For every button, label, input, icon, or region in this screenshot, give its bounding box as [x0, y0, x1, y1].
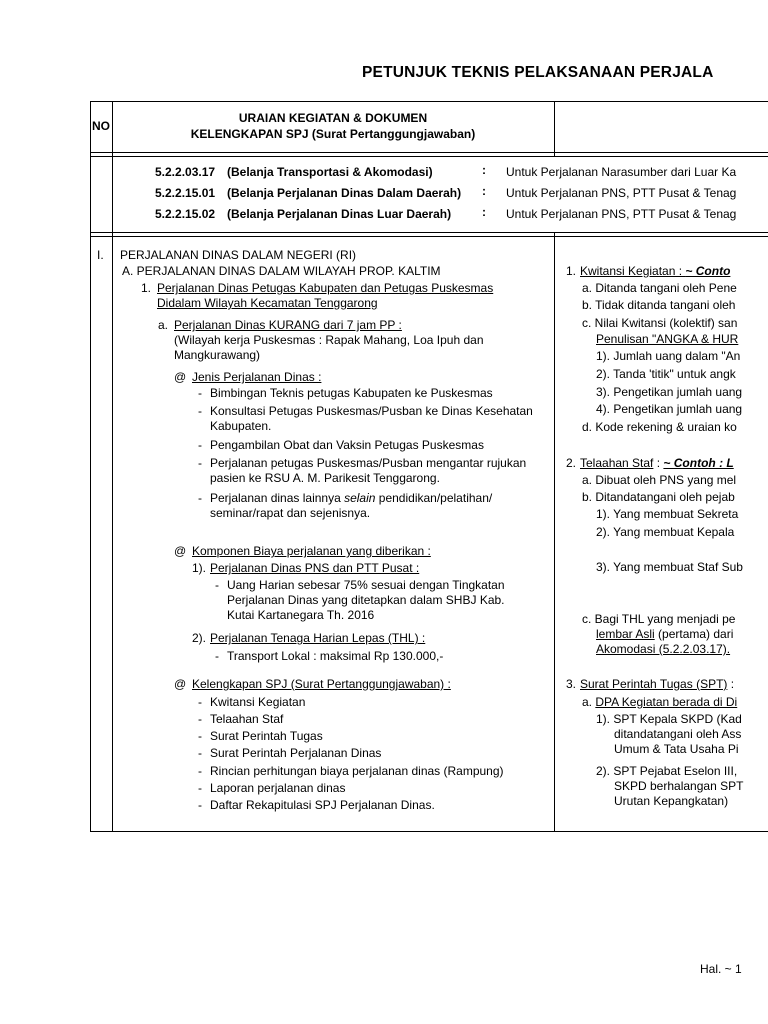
k2-number: 2).	[192, 631, 207, 645]
header-divider-double	[90, 156, 768, 157]
code-2: 5.2.2.15.01	[155, 186, 216, 200]
r3-heading	[580, 677, 734, 692]
codes-divider-double	[90, 236, 768, 237]
body-column-divider	[554, 232, 555, 831]
section-title: PERJALANAN DINAS DALAM NEGERI (RI)	[120, 248, 357, 262]
codes-divider	[90, 232, 768, 233]
jenis-item	[210, 491, 492, 506]
jenis-text: Perjalanan dinas lainnya	[210, 491, 345, 505]
header-uraian-2: KELENGKAPAN SPJ (Surat Pertanggungjawaban)	[190, 127, 476, 141]
k1-number: 1).	[192, 561, 207, 575]
jenis-text: pendidikan/pelatihan/	[375, 491, 493, 505]
r3-a-item: 1). SPT Kepala SKPD (Kad	[596, 712, 742, 726]
code-1-colon: :	[482, 163, 486, 177]
r3-a-text: DPA Kegiatan berada di Di	[595, 695, 738, 709]
jenis-item: - Konsultasi Petugas Puskesmas/Pusban ke Dinas Kesehatan	[210, 404, 533, 419]
r2-b-item: 3). Yang membuat Staf Sub	[596, 560, 743, 574]
r1-c: c. Nilai Kwitansi (kolektif) san	[582, 316, 738, 330]
item-1-title: Perjalanan Dinas Petugas Kabupaten dan Petugas Puskesmas	[157, 281, 494, 295]
spj-item: - Rincian perhitungan biaya perjalanan dinas (Rampung)	[210, 764, 504, 779]
row-number: I.	[97, 248, 104, 262]
item-a-note: (Wilayah kerja Puskesmas : Rapak Mahang, Loa Ipuh dan	[174, 333, 484, 347]
r3-a-item-cont: SKPD berhalangan SPT	[614, 779, 744, 793]
r1-c-cont: Penulisan "ANGKA & HUR	[596, 332, 739, 346]
r1-a: a. Ditanda tangani oleh Pene	[582, 281, 737, 295]
r1-c-item: 3). Pengetikan jumlah uang	[596, 385, 743, 399]
k1-item-cont: Kutai Kartanegara Th. 2016	[227, 608, 375, 622]
jenis-item-cont: Kabupaten.	[210, 419, 272, 433]
k2-title: Perjalanan Tenaga Harian Lepas (THL) :	[210, 631, 426, 645]
r1-d: d. Kode rekening & uraian ko	[582, 420, 737, 434]
r2-title: Telaahan Staf	[580, 456, 654, 470]
code-3-colon: :	[482, 205, 486, 219]
k1-item-cont: Perjalanan Dinas yang ditetapkan dalam SHBJ Kab.	[227, 593, 505, 607]
item-a-note-2: Mangkurawang)	[174, 348, 261, 362]
r1-contoh: ~ Conto	[685, 264, 731, 278]
r3-a-label: a.	[582, 695, 596, 709]
r1-c-item: 1). Jumlah uang dalam "An	[596, 349, 741, 363]
jenis-title: Jenis Perjalanan Dinas :	[192, 370, 322, 384]
r3-sep: :	[727, 677, 735, 691]
r1-c-item: 2). Tanda 'titik" untuk angk	[596, 367, 736, 381]
table-bottom-border	[90, 831, 768, 832]
r3-a-item-cont: ditandatangani oleh Ass	[614, 727, 742, 741]
r3-number: 3.	[566, 677, 577, 691]
jenis-item: - Pengambilan Obat dan Vaksin Petugas Puskesmas	[210, 438, 484, 453]
r2-number: 2.	[566, 456, 577, 470]
k1-item: - Uang Harian sebesar 75% sesuai dengan Tingkatan	[227, 578, 505, 593]
jenis-item: - Bimbingan Teknis petugas Kabupaten ke Puskesmas	[210, 386, 493, 401]
code-2-name: (Belanja Perjalanan Dinas Dalam Daerah)	[227, 186, 462, 200]
spj-title: Kelengkapan SPJ (Surat Pertanggungjawaban) :	[192, 677, 451, 691]
r2-c: c. Bagi THL yang menjadi pe	[582, 612, 736, 626]
at-sign: @	[174, 370, 187, 384]
page-title: PETUNJUK TEKNIS PELAKSANAAN PERJALA	[362, 64, 714, 81]
page-number: Hal. ~ 1	[700, 962, 742, 976]
header-divider	[90, 152, 768, 153]
r3-a-item-cont: Urutan Kepangkatan)	[614, 794, 729, 808]
r2-heading	[580, 456, 734, 471]
jenis-item-cont: seminar/rapat dan sejenisnya.	[210, 506, 371, 520]
code-1: 5.2.2.03.17	[155, 165, 216, 179]
r3-a-item: 2). SPT Pejabat Eselon III,	[596, 764, 738, 778]
jenis-item-cont: pasien ke RSU A. M. Parikesit Tenggarong.	[210, 471, 440, 485]
item-1-number: 1.	[141, 281, 152, 295]
item-a-title: Perjalanan Dinas KURANG dari 7 jam PP :	[174, 318, 402, 332]
code-1-desc: Untuk Perjalanan Narasumber dari Luar Ka	[506, 165, 737, 179]
code-3: 5.2.2.15.02	[155, 207, 216, 221]
item-1-title-2: Didalam Wilayah Kecamatan Tenggarong	[157, 296, 378, 310]
r3-a-item-cont: Umum & Tata Usaha Pi	[614, 742, 739, 756]
spj-item: - Surat Perintah Tugas	[210, 729, 323, 744]
header-column-divider	[554, 101, 555, 157]
k2-item: - Transport Lokal : maksimal Rp 130.000,-	[227, 649, 443, 664]
code-1-name: (Belanja Transportasi & Akomodasi)	[227, 165, 433, 179]
at-sign: @	[174, 544, 187, 558]
code-3-desc: Untuk Perjalanan PNS, PTT Pusat & Tenag	[506, 207, 737, 221]
r1-number: 1.	[566, 264, 577, 278]
r2-b-item: 1). Yang membuat Sekreta	[596, 507, 739, 521]
table-left-border	[90, 101, 91, 831]
spj-item: - Laporan perjalanan dinas	[210, 781, 345, 796]
code-3-name: (Belanja Perjalanan Dinas Luar Daerah)	[227, 207, 452, 221]
spj-item: - Telaahan Staf	[210, 712, 283, 727]
k1-title: Perjalanan Dinas PNS dan PTT Pusat :	[210, 561, 420, 575]
r3-title: Surat Perintah Tugas (SPT)	[580, 677, 728, 691]
r2-contoh: ~ Contoh : L	[663, 456, 734, 470]
r2-c-cont-2: Akomodasi (5.2.2.03.17).	[596, 642, 731, 656]
no-column-divider	[112, 101, 113, 831]
r1-title: Kwitansi Kegiatan :	[580, 264, 686, 278]
code-2-desc: Untuk Perjalanan PNS, PTT Pusat & Tenag	[506, 186, 737, 200]
header-uraian-1: URAIAN KEGIATAN & DOKUMEN	[238, 111, 428, 125]
jenis-item: - Perjalanan petugas Puskesmas/Pusban mengantar rujukan	[210, 456, 526, 471]
r2-c-text: (pertama) dari	[654, 627, 734, 641]
item-a-label: a.	[158, 318, 169, 332]
r2-a: a. Dibuat oleh PNS yang mel	[582, 473, 737, 487]
r1-heading	[580, 264, 730, 279]
r3-a	[582, 695, 737, 710]
r2-b-item: 2). Yang membuat Kepala	[596, 525, 735, 539]
at-sign: @	[174, 677, 187, 691]
header-no: NO	[92, 119, 110, 133]
subsection-a: A. PERJALANAN DINAS DALAM WILAYAH PROP. KALTIM	[122, 264, 441, 278]
r2-sep: :	[653, 456, 664, 470]
spj-item: - Daftar Rekapitulasi SPJ Perjalanan Dinas.	[210, 798, 435, 813]
r1-c-item: 4). Pengetikan jumlah uang	[596, 402, 743, 416]
spj-item: - Surat Perintah Perjalanan Dinas	[210, 746, 381, 761]
table-top-border	[90, 101, 768, 102]
jenis-italic: selain	[344, 491, 376, 505]
r1-b: b. Tidak ditanda tangani oleh	[582, 298, 736, 312]
code-2-colon: :	[482, 184, 486, 198]
komponen-title: Komponen Biaya perjalanan yang diberikan :	[192, 544, 431, 558]
spj-item: - Kwitansi Kegiatan	[210, 695, 305, 710]
r2-b: b. Ditandatangani oleh pejab	[582, 490, 735, 504]
r2-c-asli: lembar Asli	[596, 627, 655, 641]
r2-c-cont	[596, 627, 733, 642]
